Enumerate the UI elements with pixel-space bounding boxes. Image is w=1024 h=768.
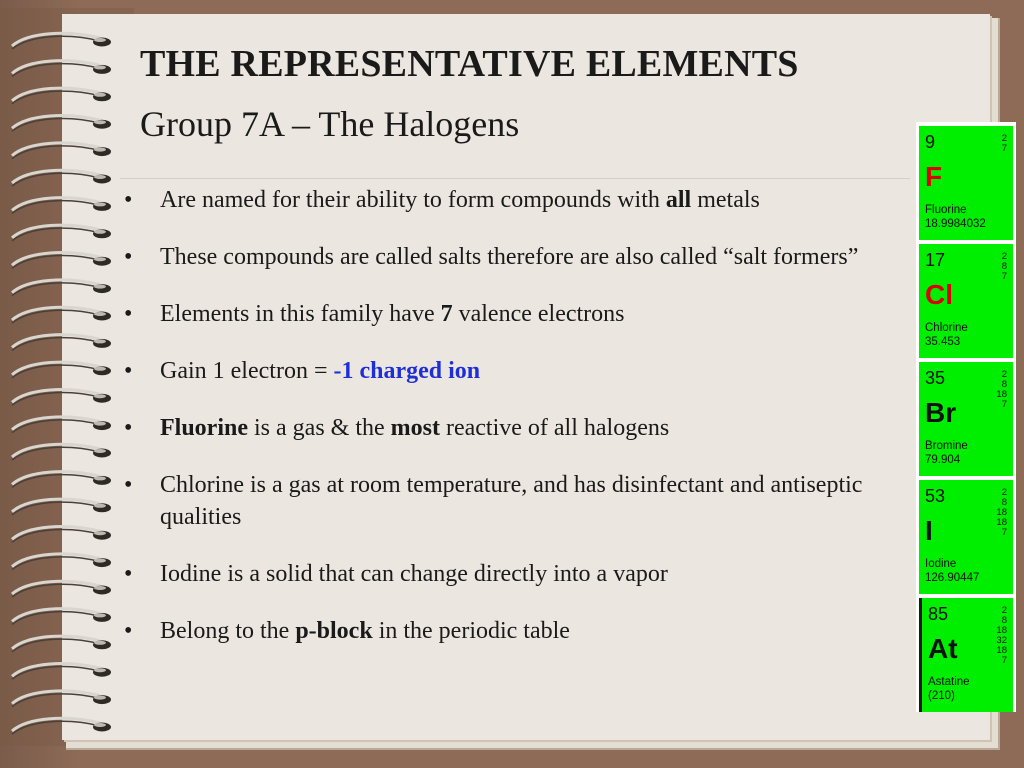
electron-shells <box>996 370 1007 410</box>
bullet-marker: • <box>124 301 133 327</box>
title-divider <box>120 178 910 179</box>
atomic-number: 53 <box>925 486 946 506</box>
spiral-ring <box>12 170 111 186</box>
shell-count: 2 <box>1001 369 1007 380</box>
bullet-text: Chlorine is a gas at room temperature, and has disinfectant and antiseptic qualities <box>160 472 863 530</box>
spiral-ring <box>12 61 111 77</box>
bullet-text: These compounds are called salts therefore are also called “salt formers” <box>160 244 859 270</box>
bullet-text: is a gas & the <box>248 415 391 441</box>
bullet-marker: • <box>124 187 133 213</box>
element-symbol: I <box>925 515 933 546</box>
bullet-text: most <box>390 415 440 441</box>
spiral-ring <box>12 198 111 214</box>
spiral-ring <box>12 444 111 460</box>
spiral-ring <box>12 33 111 49</box>
element-name: Fluorine <box>925 204 967 216</box>
bullet-text: -1 charged ion <box>333 358 481 384</box>
bullet-item <box>118 184 868 216</box>
bullet-text: in the periodic table <box>372 618 570 644</box>
spiral-ring <box>12 664 111 680</box>
atomic-number: 9 <box>925 132 936 152</box>
atomic-mass: 79.904 <box>925 454 961 466</box>
bullet-text: metals <box>691 187 760 213</box>
shell-count: 2 <box>1001 251 1007 262</box>
spiral-ring <box>12 527 111 543</box>
electron-shells <box>1002 252 1007 282</box>
shell-count: 8 <box>1001 615 1007 626</box>
bullet-item <box>118 241 868 273</box>
shell-count: 7 <box>1001 143 1007 154</box>
element-symbol: Br <box>925 397 957 428</box>
spiral-ring <box>12 417 111 433</box>
element-card-chlorine <box>919 244 1013 358</box>
bullet-item <box>118 298 868 330</box>
bullet-text: Belong to the <box>160 618 296 644</box>
bullet-text: Elements in this family have <box>160 301 441 327</box>
spiral-ring <box>12 499 111 515</box>
spiral-ring <box>12 280 111 296</box>
spiral-ring <box>12 307 111 323</box>
spiral-ring <box>12 116 111 132</box>
bullet-text: valence electrons <box>452 301 625 327</box>
shell-count: 18 <box>996 517 1007 528</box>
spiral-ring <box>12 581 111 597</box>
shell-count: 7 <box>1001 271 1007 282</box>
element-symbol: At <box>928 633 958 664</box>
shell-count: 7 <box>1001 527 1007 538</box>
bullet-marker: • <box>124 244 133 270</box>
electron-shells <box>1002 134 1007 154</box>
bullet-text: Iodine is a solid that can change directly into a vapor <box>160 561 668 587</box>
atomic-mass: 18.9984032 <box>925 218 986 230</box>
spiral-ring <box>12 143 111 159</box>
atomic-mass: 126.90447 <box>925 572 980 584</box>
shell-count: 7 <box>1001 655 1007 666</box>
bullet-text: Fluorine <box>160 415 248 441</box>
shell-count: 18 <box>996 625 1007 636</box>
shell-count: 32 <box>996 635 1007 646</box>
spiral-ring <box>12 390 111 406</box>
spiral-ring <box>12 636 111 652</box>
spiral-ring <box>12 718 111 734</box>
shell-count: 18 <box>996 507 1007 518</box>
spiral-ring <box>12 609 111 625</box>
element-card-bromine <box>919 362 1013 476</box>
element-card-stack <box>916 122 1016 712</box>
shell-count: 2 <box>1001 605 1007 616</box>
spiral-binding-icon <box>8 28 118 748</box>
spiral-ring <box>12 472 111 488</box>
shell-count: 18 <box>996 389 1007 400</box>
bullet-marker: • <box>124 561 133 587</box>
atomic-mass: (210) <box>928 690 955 702</box>
bullet-list <box>118 184 868 672</box>
spiral-ring <box>12 88 111 104</box>
bullet-item <box>118 412 868 444</box>
electron-shells <box>996 488 1007 538</box>
shell-count: 7 <box>1001 399 1007 410</box>
element-name: Chlorine <box>925 322 968 334</box>
bullet-text: p-block <box>295 618 373 644</box>
bullet-item <box>118 469 868 533</box>
bullet-marker: • <box>124 472 133 498</box>
element-symbol: F <box>925 161 943 192</box>
bullet-marker: • <box>124 415 133 441</box>
spiral-ring <box>12 691 111 707</box>
atomic-number: 17 <box>925 250 946 270</box>
atomic-mass: 35.453 <box>925 336 961 348</box>
bullet-item <box>118 355 868 387</box>
spiral-ring <box>12 253 111 269</box>
bullet-item <box>118 558 868 590</box>
bullet-text: Are named for their ability to form compounds with <box>160 187 666 213</box>
bullet-marker: • <box>124 618 133 644</box>
shell-count: 8 <box>1001 497 1007 508</box>
spiral-ring <box>12 554 111 570</box>
bullet-text: 7 <box>440 301 453 327</box>
slide-title: THE REPRESENTATIVE ELEMENTS <box>140 43 799 85</box>
element-name: Iodine <box>925 558 957 570</box>
bullet-text: Gain 1 electron = <box>160 358 334 384</box>
electron-shells <box>996 606 1007 666</box>
atomic-number: 35 <box>925 368 946 388</box>
shell-count: 2 <box>1001 133 1007 144</box>
spiral-ring <box>12 335 111 351</box>
spiral-ring <box>12 362 111 378</box>
bullet-text: reactive of all halogens <box>439 415 670 441</box>
shell-count: 8 <box>1001 261 1007 272</box>
element-symbol: Cl <box>925 279 953 310</box>
spiral-ring <box>12 225 111 241</box>
element-card-iodine <box>919 480 1013 594</box>
shell-count: 18 <box>996 645 1007 656</box>
element-name: Astatine <box>928 676 970 688</box>
atomic-number: 85 <box>928 604 949 624</box>
element-name: Bromine <box>925 440 968 452</box>
bullet-text: all <box>665 187 692 213</box>
bullet-marker: • <box>124 358 133 384</box>
slide-subtitle: Group 7A – The Halogens <box>140 104 520 144</box>
element-card-astatine <box>919 598 1013 712</box>
element-card-fluorine <box>919 126 1013 240</box>
bullet-item <box>118 615 868 647</box>
shell-count: 8 <box>1001 379 1007 390</box>
shell-count: 2 <box>1001 487 1007 498</box>
